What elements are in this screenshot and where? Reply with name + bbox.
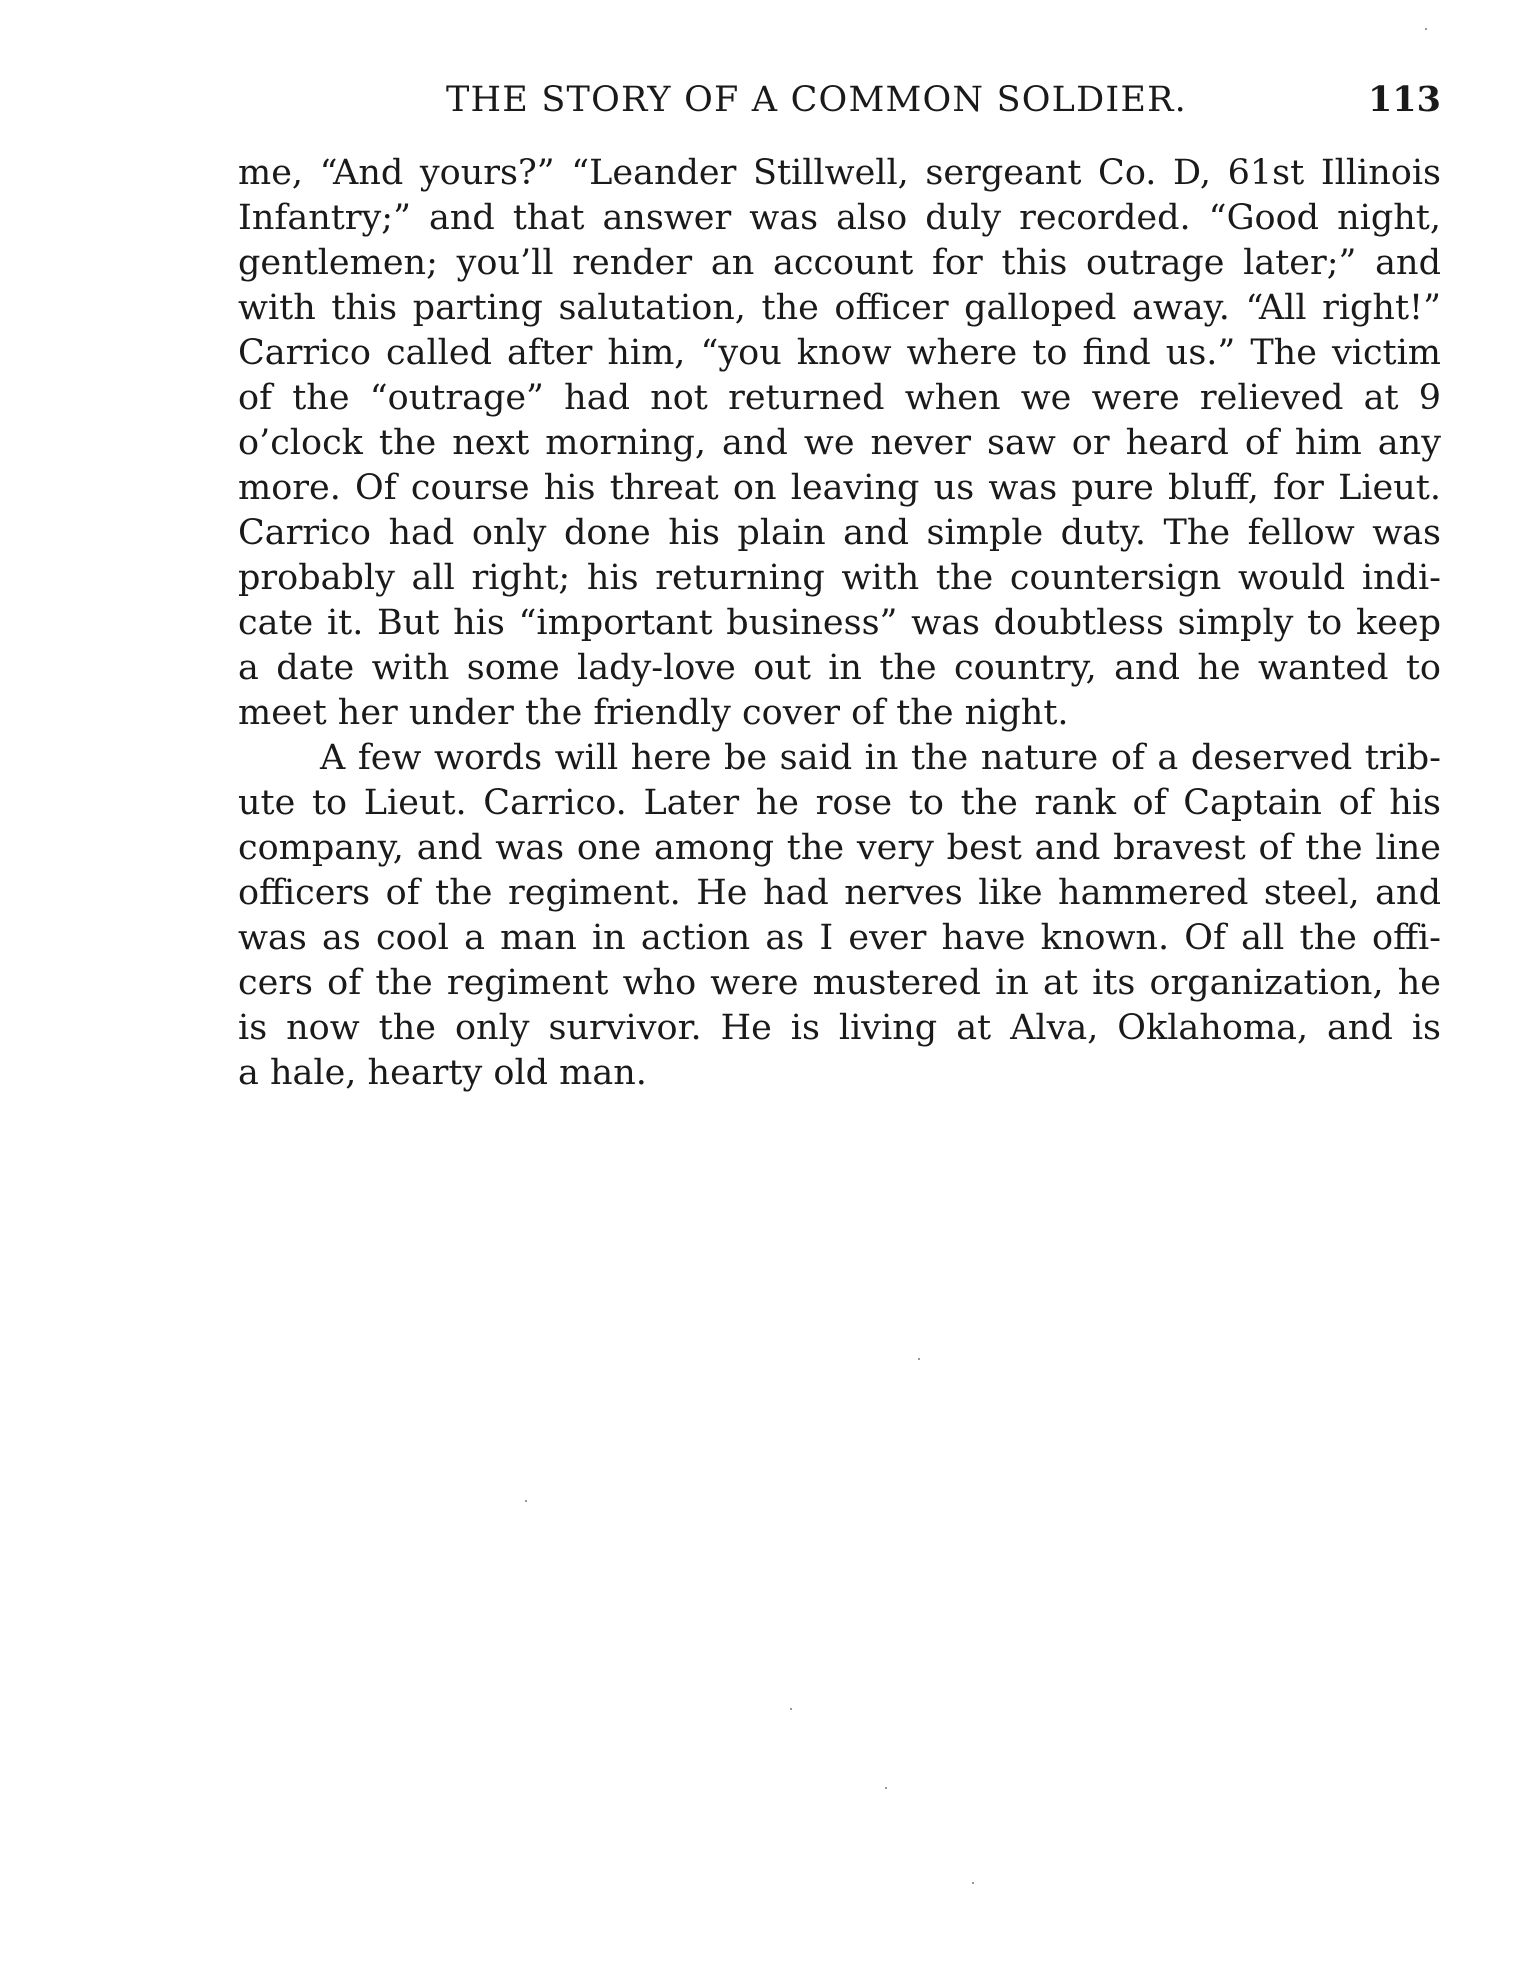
scan-speck: [972, 1882, 974, 1884]
text-line: with this parting salutation, the officer galloped away. “All right!”: [238, 288, 1441, 328]
text-line: o’clock the next morning, and we never saw or heard of him any: [238, 423, 1441, 463]
text-line: Carrico had only done his plain and simple duty. The fellow was: [238, 513, 1441, 553]
text-line: Carrico called after him, “you know where to find us.” The victim: [238, 333, 1441, 373]
running-title: THE STORY OF A COMMON SOLDIER.: [446, 80, 1187, 120]
body-text: [238, 151, 1441, 1096]
scan-speck: [918, 1358, 920, 1360]
paragraph-2: [238, 736, 1441, 1096]
text-line: meet her under the friendly cover of the night.: [238, 693, 1069, 733]
text-line: me, “And yours?” “Leander Stillwell, sergeant Co. D, 61st Illinois: [238, 153, 1441, 193]
text-line: probably all right; his returning with the countersign would indi-: [238, 558, 1441, 598]
text-line: company, and was one among the very best and bravest of the line: [238, 828, 1441, 868]
text-line: ute to Lieut. Carrico. Later he rose to the rank of Captain of his: [238, 783, 1441, 823]
running-head: [238, 78, 1441, 122]
text-line: more. Of course his threat on leaving us was pure bluff, for Lieut.: [238, 468, 1441, 508]
text-line: Infantry;” and that answer was also duly recorded. “Good night,: [238, 198, 1441, 238]
text-line: cate it. But his “important business” was doubtless simply to keep: [238, 603, 1441, 643]
scan-speck: [790, 1708, 792, 1710]
text-line: is now the only survivor. He is living at Alva, Oklahoma, and is: [238, 1008, 1441, 1048]
text-line: gentlemen; you’ll render an account for this outrage later;” and: [238, 243, 1441, 283]
page-number: 113: [1367, 79, 1441, 120]
text-line: of the “outrage” had not returned when we were relieved at 9: [238, 378, 1441, 418]
text-line: officers of the regiment. He had nerves like hammered steel, and: [238, 873, 1441, 913]
text-line: cers of the regiment who were mustered in at its organization, he: [238, 963, 1441, 1003]
text-line: a date with some lady-love out in the country, and he wanted to: [238, 648, 1441, 688]
scan-speck: [525, 1500, 527, 1502]
paragraph-1: [238, 151, 1441, 736]
text-line: A few words will here be said in the nature of a deserved trib-: [320, 738, 1441, 778]
scan-speck: [1425, 28, 1427, 30]
text-line: was as cool a man in action as I ever have known. Of all the offi-: [238, 918, 1441, 958]
text-line: a hale, hearty old man.: [238, 1053, 647, 1093]
scan-speck: [885, 1787, 887, 1789]
